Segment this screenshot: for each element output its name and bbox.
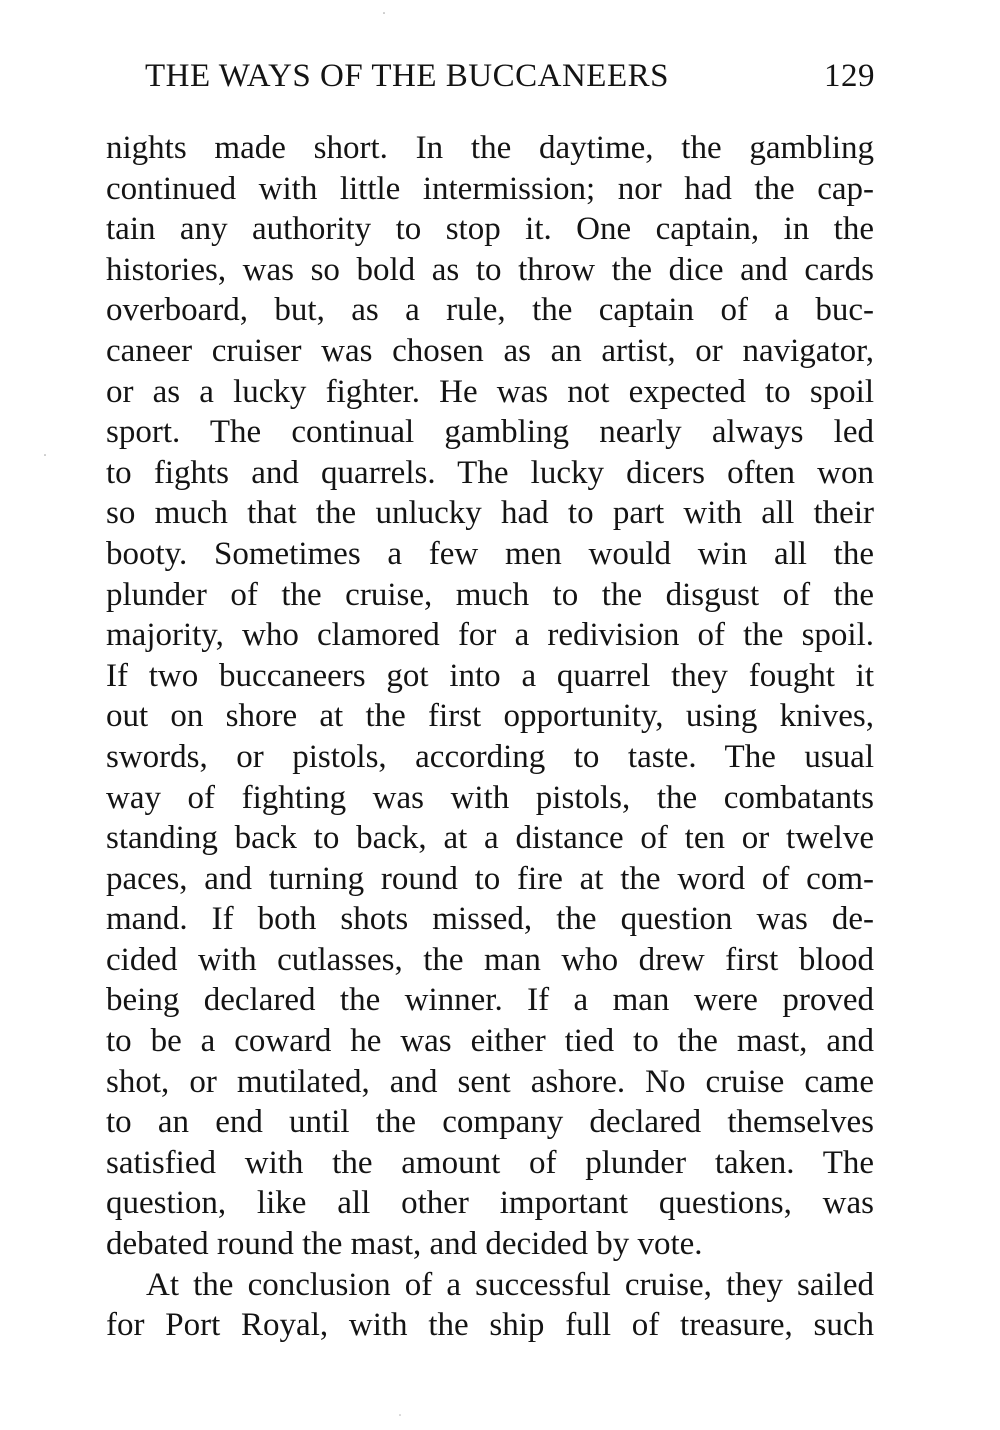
text-line: histories, was so bold as to throw the dice and cards xyxy=(106,251,874,288)
text-line: majority, who clamored for a redivision of the spoil. xyxy=(106,617,874,654)
text-line: mand. If both shots missed, the question was de- xyxy=(106,901,874,938)
text-line: paces, and turning round to fire at the word of com- xyxy=(106,860,874,897)
text-line: continued with little intermission; nor had the cap- xyxy=(106,170,874,207)
text-line: overboard, but, as a rule, the captain of a buc- xyxy=(106,292,874,329)
text-line: sport. The continual gambling nearly always led xyxy=(106,414,874,451)
text-line: If two buccaneers got into a quarrel they fought it xyxy=(106,657,874,694)
text-line: satisfied with the amount of plunder taken. The xyxy=(106,1144,874,1181)
text-line: out on shore at the first opportunity, using knives, xyxy=(106,698,874,735)
text-line: question, like all other important questions, was xyxy=(106,1185,874,1222)
running-head xyxy=(145,58,875,108)
body-text xyxy=(106,128,874,1346)
text-line: to an end until the company declared themselves xyxy=(106,1104,874,1141)
text-line: to fights and quarrels. The lucky dicers often won xyxy=(106,454,874,491)
text-line: being declared the winner. If a man were proved xyxy=(106,982,874,1019)
text-line: to be a coward he was either tied to the mast, and xyxy=(106,1023,874,1060)
text-line: way of fighting was with pistols, the combatants xyxy=(106,779,874,816)
text-line: so much that the unlucky had to part with all their xyxy=(106,495,874,532)
text-line: booty. Sometimes a few men would win all the xyxy=(106,535,874,572)
text-line: standing back to back, at a distance of ten or twelve xyxy=(106,820,874,857)
page-number: 129 xyxy=(824,58,875,94)
paragraph-first-line: At the conclusion of a successful cruise, they sailed xyxy=(146,1266,874,1303)
text-line: swords, or pistols, according to taste. The usual xyxy=(106,738,874,775)
text-line: shot, or mutilated, and sent ashore. No cruise came xyxy=(106,1063,874,1100)
text-line: cided with cutlasses, the man who drew first blood xyxy=(106,941,874,978)
text-line: nights made short. In the daytime, the gambling xyxy=(106,130,874,166)
text-line: for Port Royal, with the ship full of treasure, such xyxy=(106,1307,874,1344)
text-line: or as a lucky fighter. He was not expected to spoil xyxy=(106,373,874,410)
text-line: tain any authority to stop it. One captain, in the xyxy=(106,211,874,248)
paragraph-last-line: debated round the mast, and decided by vote. xyxy=(106,1226,703,1263)
text-line: caneer cruiser was chosen as an artist, or navigator, xyxy=(106,332,874,369)
running-head-title: THE WAYS OF THE BUCCANEERS xyxy=(145,58,669,94)
text-line: plunder of the cruise, much to the disgust of the xyxy=(106,576,874,613)
